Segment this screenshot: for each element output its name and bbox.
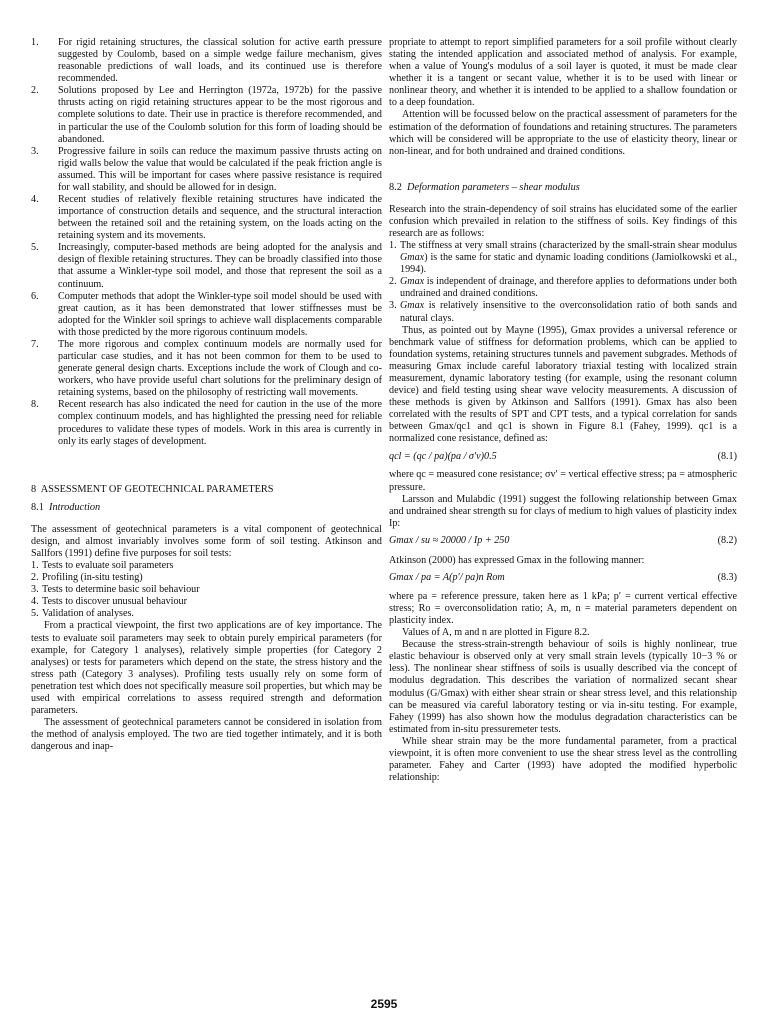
body-paragraph: Research into the strain-dependency of soil strains has elucidated some of the earlier confusion which prevailed in relation to the stiffness of soils. Key findings of this research are as follows: (389, 203, 737, 240)
page-number: 2595 (370, 997, 398, 1011)
body-paragraph: where qc = measured cone resistance; σv′ = vertical effective stress; pa = atmospheric pressure. (389, 469, 737, 493)
equation-8-1: qcl = (qc / pa)(pa / σ′v)0.5 (8.1) (389, 451, 737, 463)
body-paragraph: Attention will be focussed below on the practical assessment of parameters for the estimation of the deformation of foundations and retaining structures. The parameters which will be considered will be appropriate to the use of elasticity theory, linear or non-linear, and for both undrained and drained conditions. (389, 109, 737, 157)
body-paragraph: While shear strain may be the more fundamental parameter, from a practical viewpoint, it is often more convenient to use the shear stress level as the controlling parameter. Fahey and Carter (1993) have adopted the modified hyperbolic relationship: (389, 735, 737, 784)
list-item: 4. Recent studies of relatively flexible retaining structures have indicated the importance of construction details and sequence, and the structural interaction between the retained soil and the retaining system, on the loads acting on the retaining system and its movements. (31, 194, 382, 242)
findings-list (389, 240, 737, 325)
equation-number: (8.3) (717, 571, 737, 583)
list-item: 3. Progressive failure in soils can reduce the maximum passive thrusts acting on rigid walls below the value that would be calculated if the peak friction angle is assumed. This will be important for cases where passive resistance is required for wall stability, and should be allowed for in design. (31, 145, 382, 193)
list-item: 2. Gmax is independent of drainage, and therefore applies to deformations under both undrained and drained conditions. (389, 276, 737, 300)
list-item: 1. Tests to evaluate soil parameters (31, 560, 174, 572)
body-paragraph: where pa = reference pressure, taken here as 1 kPa; p′ = current vertical effective stress; Ro = overconsolidation ratio; A, m, n = material parameters dependent on plasticity index. (389, 590, 737, 627)
equation-number: (8.1) (717, 451, 737, 463)
list-item: 5. Increasingly, computer-based methods are being adopted for the analysis and design of flexible retaining structures. They can be broadly classified into those that assume a Winkler-type soil model, and those that represent the soil as a continuum. (31, 242, 382, 290)
list-item: 2. Solutions proposed by Lee and Herrington (1972a, 1972b) for the passive thrusts acting on rigid retaining structures appear to be the most rigorous and complete solutions to date. Their use in practice is therefore recommended, and in particular the use of the Coulomb solution for this form of loading should be abandoned. (31, 85, 382, 145)
list-item: 1. For rigid retaining structures, the classical solution for active earth pressure suggested by Coulomb, based on a simple wedge failure mechanism, gives reasonable predictions of wall loads, and its continued use is therefore recommended. (31, 37, 382, 85)
list-item: 3. Tests to determine basic soil behaviour (31, 584, 200, 596)
body-paragraph: Larsson and Mulabdic (1991) suggest the following relationship between Gmax and undrained shear strength su for clays of medium to high values of plasticity index Ip: (389, 493, 737, 529)
list-item: 6. Computer methods that adopt the Winkler-type soil model should be used with great caution, as it has been demonstrated that lower stiffnesses must be adopted for the Winkler soil springs to achieve wall displacements comparable with those predicted by the more rigorous continuum models. (31, 290, 382, 338)
list-item: 1. The stiffness at very small strains (characterized by the small-strain shear modulus Gmax) is the same for static and dynamic loading conditions (Jamiolkowski et al., 1994). (389, 240, 737, 276)
right-column (389, 37, 737, 784)
body-paragraph: Because the stress-strain-strength behaviour of soils is highly nonlinear, true elastic behaviour is observed only at very small strain levels (typically 10−3 % or less). The nonlinear shear stiffness of soils is usually described via the concept of modulus degradation. This describes the variation of normalized secant shear modulus (G/Gmax) with either shear strain or shear stress level, and this relationship can be measured via careful laboratory testing or via in-situ testing. For example, Fahey (1999) has also shown how the modulus degradation characteristics can be estimated from in-situ pressuremeter tests. (389, 639, 737, 735)
purposes-list (31, 560, 382, 620)
list-item: 8. Recent research has also indicated the need for caution in the use of the more complex continuum models, and has highlighted the pressing need for reliable procedures to validate these types of models. Work in this area is currently in only its early stages of development. (31, 399, 382, 447)
list-item: 3. Gmax is relatively insensitive to the overconsolidation ratio of both sands and natural clays. (389, 300, 737, 324)
section-heading: 8 ASSESSMENT OF GEOTECHNICAL PARAMETERS (31, 483, 274, 495)
list-item: 7. The more rigorous and complex continuum models are normally used for particular case studies, and it has not been common for them to be used to generate general design charts. Exceptions include the work of Clough and co-workers, who have provide useful chart solutions for the preliminary design of retaining systems, based on the philosophy of restricting wall movements. (31, 338, 382, 399)
body-paragraph: Values of A, m and n are plotted in Figure 8.2. (402, 627, 590, 639)
body-paragraph: Thus, as pointed out by Mayne (1995), Gmax provides a universal reference or benchmark value of stiffness for deformation problems, which can be applied to foundation systems, retaining structures tunnels and pavement subgrades. Methods of measuring Gmax include careful laboratory triaxial testing with localized strain measurement, dynamic laboratory testing (for example, using the resonant column device) and field testing using shear wave velocity measurements. A discussion of these methods is given by Atkinson and Sallfors (1991). Gmax has also been correlated with the results of SPT and CPT tests, and a typical correlation for sands between Gmax/qc1 and qc1 is shown in Figure 8.1 (Fahey, 1999). qc1 is a normalized cone resistance, defined as: (389, 324, 737, 445)
list-item: 2. Profiling (in-situ testing) (31, 572, 143, 584)
subsection-heading: 8.2 Deformation parameters – shear modulus (389, 181, 580, 193)
list-item: 4. Tests to discover unusual behaviour (31, 596, 187, 608)
equation-8-2: Gmax / su ≈ 20000 / Ip + 250 (8.2) (389, 534, 737, 546)
body-paragraph: Atkinson (2000) has expressed Gmax in the following manner: (389, 554, 645, 566)
conclusions-list (31, 37, 382, 448)
subsection-heading: 8.1 Introduction (31, 501, 101, 513)
left-column (31, 37, 382, 753)
list-item: 5. Validation of analyses. (31, 608, 134, 620)
equation-8-3: Gmax / pa = A(p′/ pa)n Rom (8.3) (389, 571, 737, 583)
intro-paragraph: From a practical viewpoint, the first two applications are of key importance. The tests to evaluate soil parameters may seek to obtain purely empirical parameters (for example, for Category 1 analyses), relatively simple properties (for Category 2 analyses) or tests for parameters which depend on the state, the stress history and the stress path (Category 3 analyses). Profiling tests usually rely on some form of penetration test which does not specifically measure soil properties, but which may be used with empirical correlations to assess required strength and deformation parameters. (31, 620, 382, 716)
intro-paragraph: The assessment of geotechnical parameters cannot be considered in isolation from the method of analysis employed. The two are tied together intimately, and it is both dangerous and inap- (31, 717, 382, 753)
intro-paragraph: The assessment of geotechnical parameters is a vital component of geotechnical design, and almost invariably involves some form of soil testing. Atkinson and Sallfors (1991) define five purposes for soil tests: (31, 523, 382, 559)
body-paragraph: propriate to attempt to report simplified parameters for a soil profile without clearly stating the intended application and associated method of analysis. For example, when a value of Young's modulus of a soil layer is quoted, it must be made clear whether it is a tangent or secant value, whether it is to be used with linear or nonlinear theory, and whether it is intended to be applied to a shallow foundation or to a deep foundation. (389, 37, 737, 109)
equation-number: (8.2) (717, 534, 737, 546)
